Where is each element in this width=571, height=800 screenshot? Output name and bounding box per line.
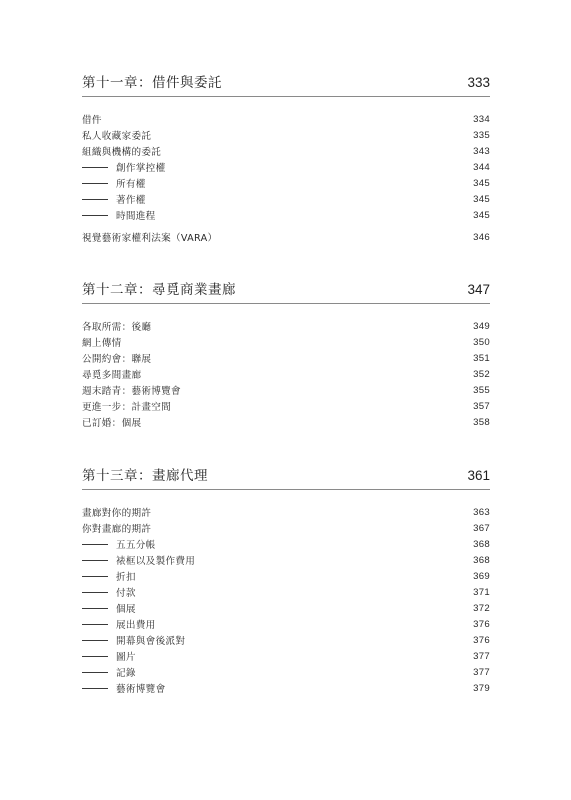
entry-page-number: 352 — [473, 368, 490, 380]
em-dash-rule — [82, 215, 108, 216]
entry-label-wrap — [82, 335, 122, 349]
entry-label-wrap — [82, 633, 185, 647]
em-dash-rule — [82, 592, 108, 593]
entry-label-wrap — [82, 208, 156, 222]
entry-title: 付款 — [116, 588, 136, 599]
entry-label-wrap — [82, 399, 171, 413]
entry-page-number: 345 — [473, 177, 490, 189]
entry-page-number: 345 — [473, 209, 490, 221]
em-dash-rule — [82, 183, 108, 184]
entry-page-number: 372 — [473, 602, 490, 614]
em-dash-rule — [82, 167, 108, 168]
entry-title: 公開約會：聯展 — [82, 354, 152, 365]
entry-title: 所有權 — [116, 179, 146, 190]
entry-title: 記錄 — [116, 668, 136, 679]
entry-page-number: 346 — [473, 231, 490, 243]
chapter-page-number: 333 — [467, 75, 490, 90]
entry-label-wrap — [82, 367, 141, 381]
chapter-section — [82, 278, 490, 430]
em-dash-rule — [82, 576, 108, 577]
entry-page-number: 351 — [473, 352, 490, 364]
entry-title: 視覺藝術家權利法案（VARA） — [82, 233, 218, 244]
entry-page-number: 335 — [473, 129, 490, 141]
entry-title: 著作權 — [116, 195, 146, 206]
em-dash-rule — [82, 199, 108, 200]
entry-page-number: 358 — [473, 416, 490, 428]
entry-title: 已訂婚：個展 — [82, 418, 142, 429]
entry-label-wrap — [82, 569, 136, 583]
em-dash-rule — [82, 624, 108, 625]
entry-label-wrap — [82, 128, 151, 142]
entry-label-wrap — [82, 553, 195, 567]
chapter-heading — [82, 71, 490, 97]
entry-title: 時間進程 — [116, 211, 156, 222]
entry-title: 圖片 — [116, 652, 136, 663]
toc-subentry — [82, 536, 490, 552]
toc-subentry — [82, 159, 490, 175]
entry-label-wrap — [82, 319, 151, 333]
toc-entry — [82, 382, 490, 398]
chapter-section — [82, 71, 490, 245]
entry-page-number: 377 — [473, 650, 490, 662]
toc-entry — [82, 398, 490, 414]
toc-entry-list — [82, 504, 490, 696]
entry-title: 五五分帳 — [116, 540, 156, 551]
entry-label-wrap — [82, 617, 156, 631]
entry-page-number: 344 — [473, 161, 490, 173]
chapter-heading — [82, 278, 490, 304]
entry-page-number: 350 — [473, 336, 490, 348]
entry-label-wrap — [82, 521, 151, 535]
entry-label-wrap — [82, 601, 136, 615]
entry-page-number: 377 — [473, 666, 490, 678]
entry-label-wrap — [82, 537, 156, 551]
chapter-title: 第十三章：畫廊代理 — [82, 468, 208, 484]
entry-title: 個展 — [116, 604, 136, 615]
toc-entry-list — [82, 318, 490, 430]
em-dash-rule — [82, 672, 108, 673]
entry-page-number: 379 — [473, 682, 490, 694]
entry-page-number: 357 — [473, 400, 490, 412]
toc-subentry — [82, 568, 490, 584]
toc-entry — [82, 350, 490, 366]
entry-page-number: 376 — [473, 634, 490, 646]
entry-label-wrap — [82, 681, 165, 695]
entry-title: 週末踏青：藝術博覽會 — [82, 386, 181, 397]
entry-title: 折扣 — [116, 572, 136, 583]
entry-page-number: 376 — [473, 618, 490, 630]
em-dash-rule — [82, 640, 108, 641]
entry-label-wrap — [82, 415, 141, 429]
toc-subentry — [82, 552, 490, 568]
toc-subentry — [82, 648, 490, 664]
entry-title: 展出費用 — [116, 620, 156, 631]
entry-label-wrap — [82, 649, 136, 663]
toc-subentry — [82, 600, 490, 616]
em-dash-rule — [82, 544, 108, 545]
em-dash-rule — [82, 608, 108, 609]
entry-title: 創作掌控權 — [116, 163, 166, 174]
entry-title: 私人收藏家委託 — [82, 131, 152, 142]
toc-entry — [82, 414, 490, 430]
em-dash-rule — [82, 560, 108, 561]
toc-entry — [82, 334, 490, 350]
entry-title: 你對畫廊的期許 — [82, 524, 152, 535]
toc-subentry — [82, 680, 490, 696]
entry-page-number: 349 — [473, 320, 490, 332]
entry-page-number: 334 — [473, 113, 490, 125]
entry-title: 借件 — [82, 115, 102, 126]
toc-entry — [82, 143, 490, 159]
entry-label-wrap — [82, 192, 146, 206]
entry-title: 網上傳情 — [82, 338, 122, 349]
entry-title: 開幕與會後派對 — [116, 636, 186, 647]
entry-label-wrap — [82, 351, 151, 365]
entry-page-number: 345 — [473, 193, 490, 205]
toc-subentry — [82, 664, 490, 680]
toc-subentry — [82, 207, 490, 223]
entry-label-wrap — [82, 585, 136, 599]
entry-page-number: 368 — [473, 554, 490, 566]
em-dash-rule — [82, 656, 108, 657]
entry-label-wrap — [82, 144, 161, 158]
toc-entry — [82, 504, 490, 520]
entry-label-wrap — [82, 160, 165, 174]
entry-title: 藝術博覽會 — [116, 684, 166, 695]
entry-page-number: 363 — [473, 506, 490, 518]
toc-subentry — [82, 191, 490, 207]
chapter-title: 第十一章：借件與委託 — [82, 75, 222, 91]
toc-subentry — [82, 632, 490, 648]
entry-page-number: 355 — [473, 384, 490, 396]
chapter-section — [82, 464, 490, 696]
toc-entry — [82, 318, 490, 334]
entry-label-wrap — [82, 176, 146, 190]
entry-title: 裱框以及製作費用 — [116, 556, 196, 567]
entry-page-number: 367 — [473, 522, 490, 534]
toc-entry — [82, 520, 490, 536]
toc-subentry — [82, 584, 490, 600]
entry-title: 組織與機構的委託 — [82, 147, 162, 158]
chapter-page-number: 347 — [467, 282, 490, 297]
toc-subentry — [82, 175, 490, 191]
toc-subentry — [82, 616, 490, 632]
toc-entry — [82, 127, 490, 143]
entry-label-wrap — [82, 112, 102, 126]
toc-entry — [82, 366, 490, 382]
toc-entry-list — [82, 111, 490, 245]
entry-page-number: 371 — [473, 586, 490, 598]
entry-page-number: 369 — [473, 570, 490, 582]
entry-label-wrap — [82, 505, 151, 519]
entry-label-wrap — [82, 383, 181, 397]
entry-title: 更進一步：計畫空間 — [82, 402, 172, 413]
chapter-title: 第十二章：尋覓商業畫廊 — [82, 282, 236, 298]
entry-label-wrap — [82, 665, 136, 679]
entry-label-wrap — [82, 230, 217, 244]
em-dash-rule — [82, 688, 108, 689]
entry-title: 尋覓多間畫廊 — [82, 370, 142, 381]
chapter-page-number: 361 — [467, 468, 490, 483]
entry-page-number: 343 — [473, 145, 490, 157]
toc-entry — [82, 229, 490, 245]
entry-title: 各取所需：後廳 — [82, 322, 152, 333]
chapter-heading — [82, 464, 490, 490]
entry-title: 畫廊對你的期許 — [82, 508, 152, 519]
entry-page-number: 368 — [473, 538, 490, 550]
toc-entry — [82, 111, 490, 127]
